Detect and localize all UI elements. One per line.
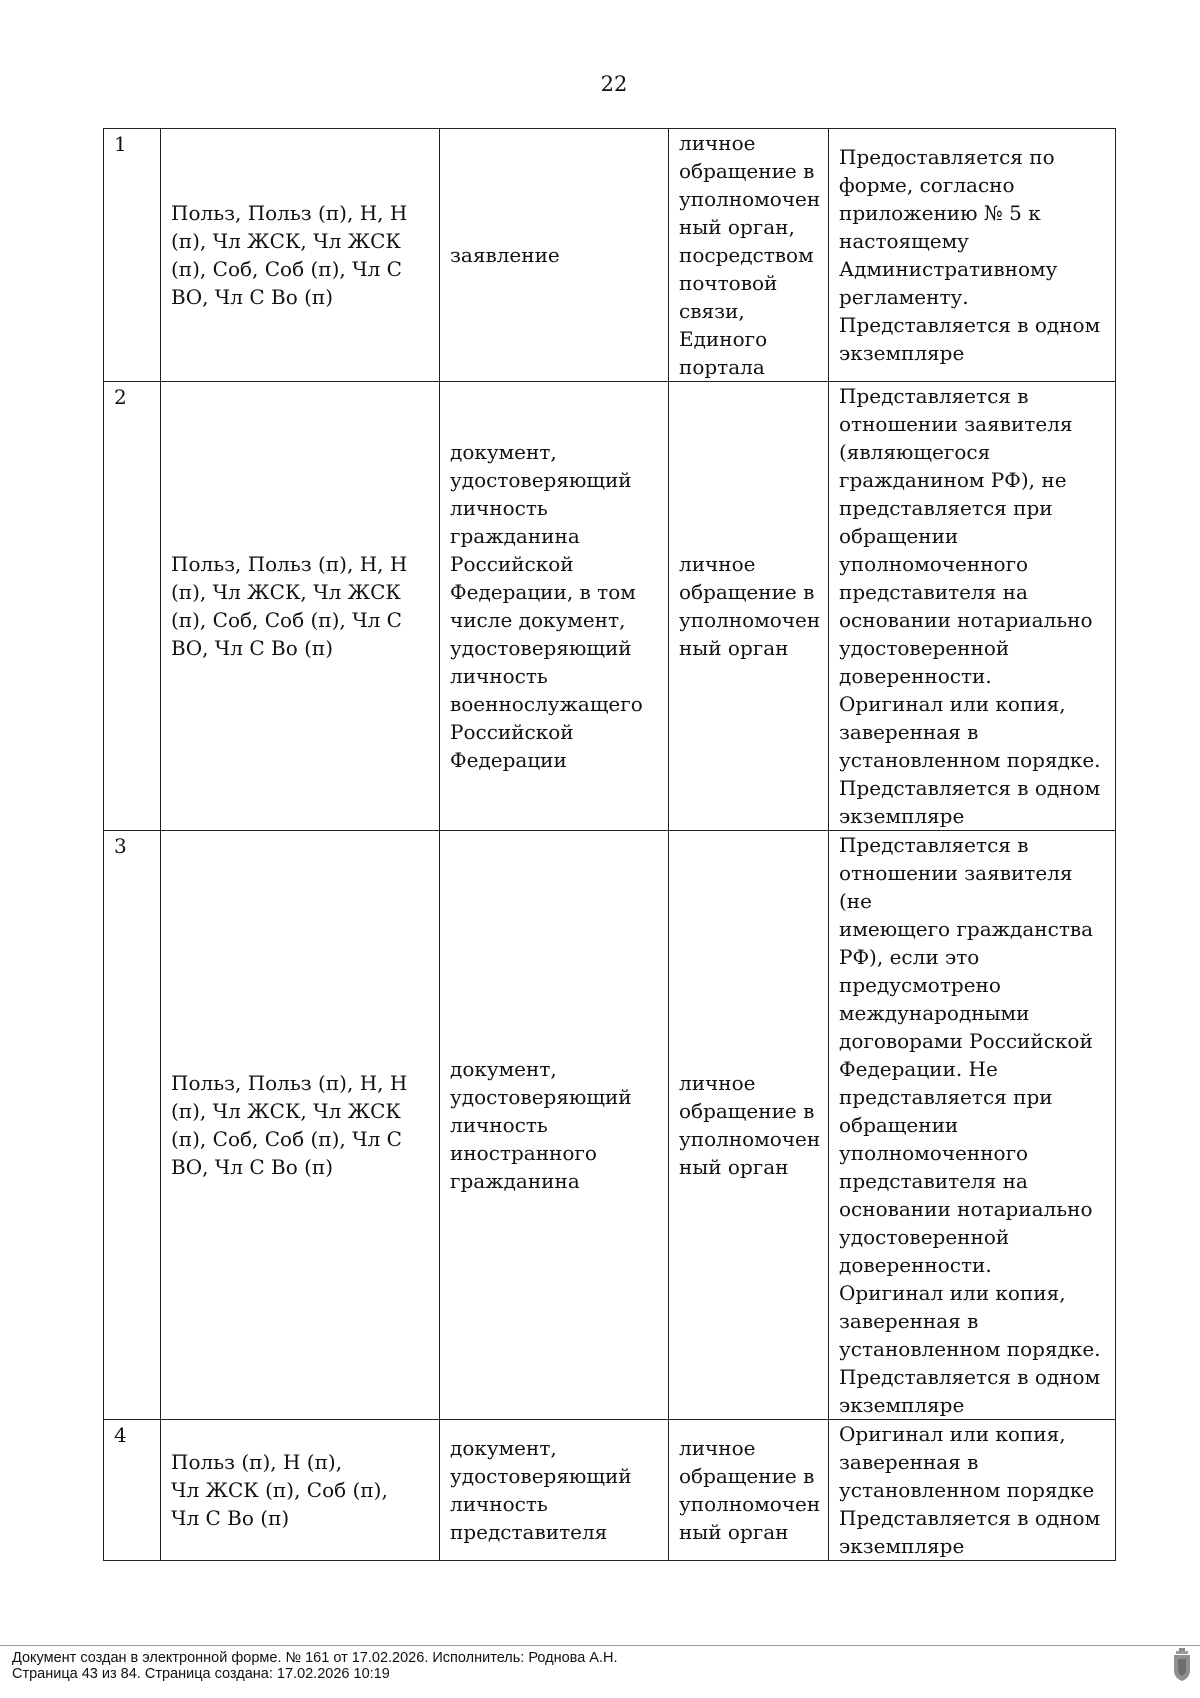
applicant-categories: Польз, Польз (п), Н, Н (п), Чл ЖСК, Чл ЖСК (п), Соб, Соб (п), Чл С ВО, Чл С Во (п) (161, 129, 440, 382)
document-name: документ, удостоверяющий личность иностранного гражданина (440, 831, 669, 1420)
submission-method: личное обращение в уполномочен ный орган (669, 831, 829, 1420)
footer-divider (0, 1645, 1200, 1646)
document-note: Представляется в отношении заявителя (не имеющего гражданства РФ), если это предусмотрено международными договорами Российской Федерации. Не представляется при обращении уполномоченного представителя на основании нотариально удостоверенной доверенности. Оригинал или копия, заверенная в установленном порядке. Представляется в одном экземпляре (829, 831, 1116, 1420)
document-footer (12, 1650, 618, 1682)
applicant-categories: Польз, Польз (п), Н, Н (п), Чл ЖСК, Чл ЖСК (п), Соб, Соб (п), Чл С ВО, Чл С Во (п) (161, 831, 440, 1420)
submission-method: личное обращение в уполномочен ный орган, посредством почтовой связи, Единого портала (669, 129, 829, 382)
submission-method: личное обращение в уполномочен ный орган (669, 1420, 829, 1561)
row-number: 1 (104, 129, 161, 382)
documents-table (103, 128, 1116, 1561)
document-note: Представляется в отношении заявителя (являющегося гражданином РФ), не представляется при обращении уполномоченного представителя на основании нотариально удостоверенной доверенности. Оригинал или копия, заверенная в установленном порядке. Представляется в одном экземпляре (829, 382, 1116, 831)
table-row (104, 1420, 1116, 1561)
footer-line-page: Страница 43 из 84. Страница создана: 17.02.2026 10:19 (12, 1666, 390, 1682)
row-number: 3 (104, 831, 161, 1420)
document-name: документ, удостоверяющий личность представителя (440, 1420, 669, 1561)
document-note: Оригинал или копия, заверенная в установленном порядке Представляется в одном экземпляре (829, 1420, 1116, 1561)
table-row (104, 129, 1116, 382)
applicant-categories: Польз (п), Н (п), Чл ЖСК (п), Соб (п), Чл С Во (п) (161, 1420, 440, 1561)
document-note: Предоставляется по форме, согласно приложению № 5 к настоящему Административному регламенту. Представляется в одном экземпляре (829, 129, 1116, 382)
applicant-categories: Польз, Польз (п), Н, Н (п), Чл ЖСК, Чл ЖСК (п), Соб, Соб (п), Чл С ВО, Чл С Во (п) (161, 382, 440, 831)
document-name: документ, удостоверяющий личность гражданина Российской Федерации, в том числе документ, удостоверяющий личность военнослужащего Российской Федерации (440, 382, 669, 831)
row-number: 2 (104, 382, 161, 831)
footer-line-created: Документ создан в электронной форме. № 161 от 17.02.2026. Исполнитель: Роднова А.Н. (12, 1650, 618, 1666)
table-row (104, 831, 1116, 1420)
document-name: заявление (440, 129, 669, 382)
page-number: 22 (600, 72, 628, 96)
row-number: 4 (104, 1420, 161, 1561)
coat-of-arms-icon (1172, 1648, 1192, 1682)
submission-method: личное обращение в уполномочен ный орган (669, 382, 829, 831)
table-row (104, 382, 1116, 831)
